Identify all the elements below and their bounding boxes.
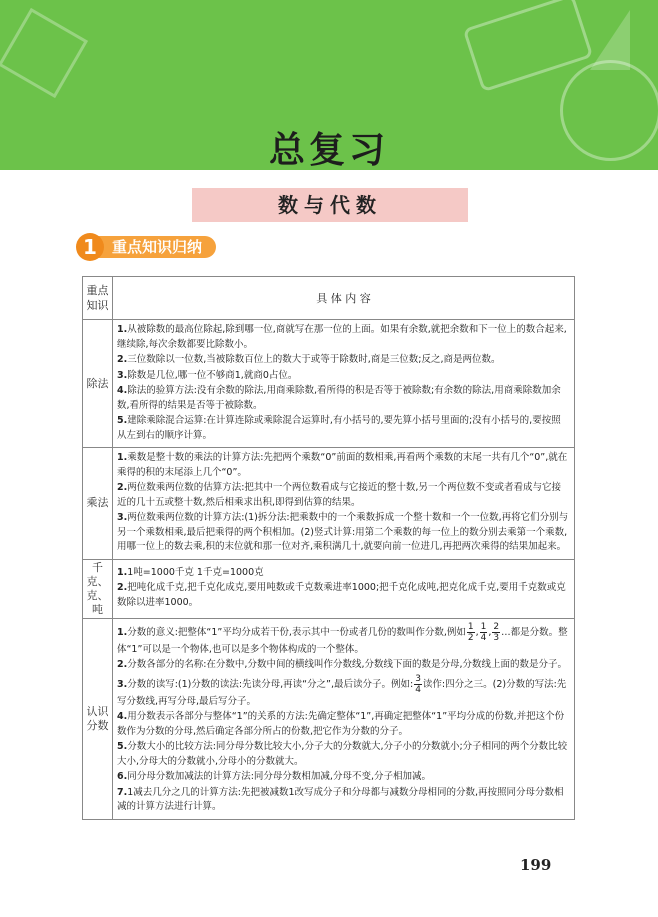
list-item: 2.三位数除以一位数,当被除数百位上的数大于或等于除数时,商是三位数;反之,商是两位数。 (117, 354, 501, 365)
list-item: 5.建除乘除混合运算:在计算连除或乘除混合运算时,有小括号的,要先算小括号里面的;没有小括号的,要按照从左到右的顺序计算。 (117, 415, 561, 441)
category-cell: 千克、克、吨 (83, 559, 113, 618)
section-heading (76, 233, 246, 261)
category-cell: 除法 (83, 320, 113, 448)
fraction: $\frac{2}{3}$ (493, 621, 500, 643)
list-item: 1.分数的意义:把整体“1”平均分成若干份,表示其中一份或者几份的数叫作分数,例如 $\frac{1}{2}$ , $\frac{1}{4}$ , $\frac{2}{3}$ …都是分数。整体“1”可以是一个物体,也可以是多个物体构成的一个整体。 (117, 621, 568, 655)
content-cell (113, 618, 575, 819)
table-row (83, 559, 575, 618)
table-header-row (83, 277, 575, 320)
content-cell (113, 448, 575, 560)
list-item: 1.1吨=1000千克 1千克=1000克 (117, 566, 264, 578)
list-item: 4.除法的验算方法:没有余数的除法,用商乘除数,看所得的积是否等于被除数;有余数的除法,用商乘除数加余数,看所得的结果是否等于被除数。 (117, 385, 561, 411)
list-item: 7.1减去几分之几的计算方法:先把被减数1改写成分子和分母都与减数分母相同的分数,再按照同分母分数相减的计算方法进行计算。 (117, 786, 564, 812)
content-cell (113, 559, 575, 618)
category-cell: 认识分数 (83, 618, 113, 819)
list-item: 3.除数是几位,哪一位不够商1,就商0占位。 (117, 369, 298, 381)
table-row (83, 448, 575, 560)
table-row (83, 618, 575, 819)
header-content: 具 体 内 容 (113, 277, 575, 320)
list-item: 4.用分数表示各部分与整体“1”的关系的方法:先确定整体“1”,再确定把整体“1”平均分成的份数,并把这个份数作为分数的分母,然后确定各部分所占的份数,把它作为分数的分子。 (117, 711, 565, 737)
list-item: 2.两位数乘两位数的估算方法:把其中一个两位数看成与它接近的整十数,另一个两位数不变或者看成与它接近的几十五或整十数,然后相乘求出积,即得到估算的结果。 (117, 482, 561, 508)
decorative-square-shape (0, 8, 88, 98)
list-item: 2.分数各部分的名称:在分数中,分数中间的横线叫作分数线,分数线下面的数是分母,分数线上面的数是分子。 (117, 659, 567, 670)
heading-label: 重点知识归纳 (94, 236, 216, 258)
content-cell (113, 320, 575, 448)
heading-number-badge: 1 (76, 233, 104, 261)
header-key-knowledge: 重点知识 (83, 277, 113, 320)
list-item: 6.同分母分数加减法的计算方法:同分母分数相加减,分母不变,分子相加减。 (117, 771, 431, 782)
list-item: 2.把吨化成千克,把千克化成克,要用吨数或千克数乘进率1000;把千克化成吨,把克化成千克,要用千克数或克数除以进率1000。 (117, 582, 566, 608)
fraction: $\frac{3}{4}$ (415, 673, 421, 695)
list-item: 1.乘数是整十数的乘法的计算方法:先把两个乘数“0”前面的数相乘,再看两个乘数的末尾一共有几个“0”,就在乘得的积的末尾添上几个“0”。 (117, 452, 568, 478)
page-number: 199 (520, 856, 552, 874)
chapter-title: 总复习 (0, 122, 658, 170)
chapter-banner (0, 0, 658, 170)
list-item: 5.分数大小的比较方法:同分母分数比较大小,分子大的分数就大,分子小的分数就小;分子相同的两个分数比较大小,分母大的分数就小,分母小的分数就大。 (117, 741, 568, 767)
decorative-triangle-shape (590, 10, 630, 70)
fraction: $\frac{1}{4}$ (480, 621, 487, 643)
list-item: 3.分数的读写:(1)分数的读法:先读分母,再读“分之”,最后读分子。例如: $\frac{3}{4}$ 读作:四分之三。(2)分数的写法:先写分数线,再写分母,最后写分子。 (117, 673, 567, 707)
fraction: $\frac{1}{2}$ (467, 621, 474, 643)
section-title: 数与代数 (192, 188, 468, 222)
knowledge-table (82, 276, 575, 820)
table-row (83, 320, 575, 448)
list-item: 3.两位数乘两位数的计算方法:(1)拆分法:把乘数中的一个乘数拆成一个整十数和一个一位数,再将它们分别与另一个乘数相乘,最后把乘得的两个积相加。(2)竖式计算:用第二个乘数的每一位上的数分别去乘第一个乘数,用哪一位上的数去乘,积的末位就和那一位对齐,乘积满几十,就要向前一位进几,再把两次乘得的结果加起来。 (117, 512, 569, 552)
list-item: 1.从被除数的最高位除起,除到哪一位,商就写在那一位的上面。如果有余数,就把余数和下一位上的数合起来,继续除,每次余数都要比除数小。 (117, 324, 567, 350)
category-cell: 乘法 (83, 448, 113, 560)
